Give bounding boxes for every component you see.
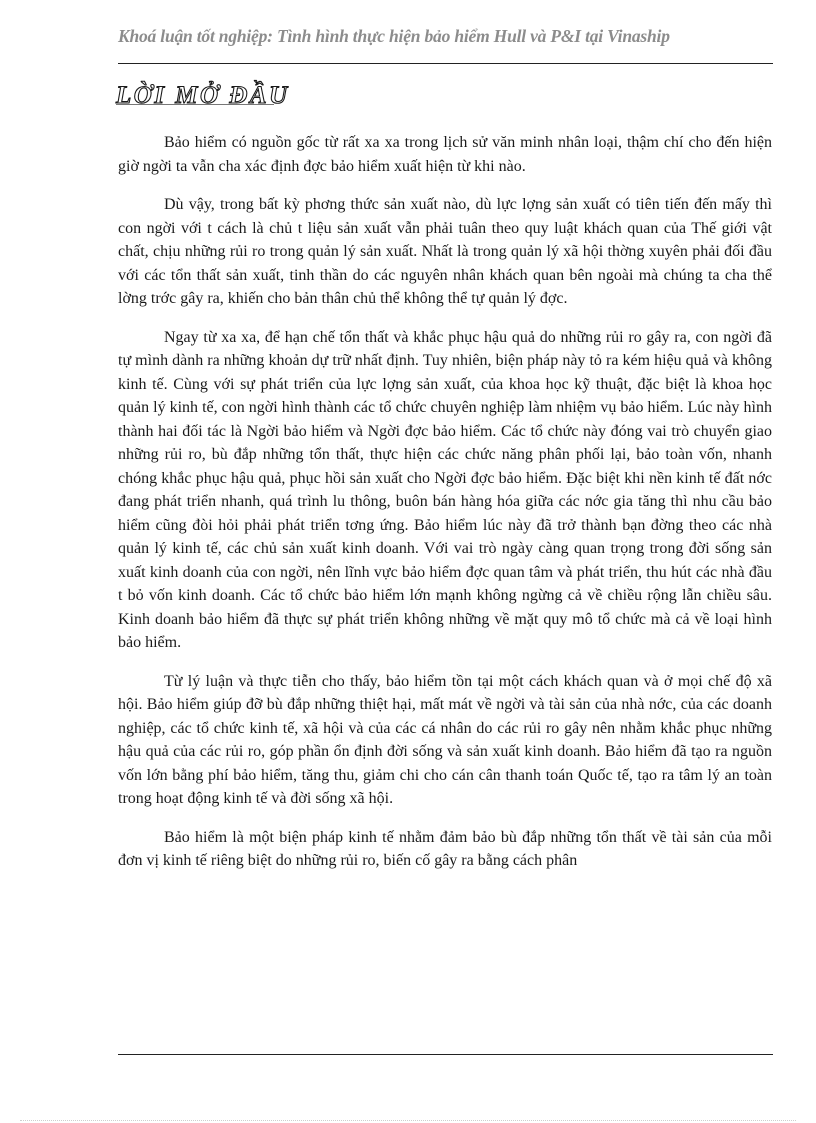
- paragraph: Bảo hiểm có nguồn gốc từ rất xa xa trong lịch sử văn minh nhân loại, thậm chí cho đến hiện giờ ngời ta vẫn cha xác định đợc bảo hiểm xuất hiện từ khi nào.: [118, 134, 772, 175]
- paragraph: Từ lý luận và thực tiễn cho thấy, bảo hiểm tồn tại một cách khách quan và ở mọi chế độ xã hội. Bảo hiểm giúp đỡ bù đắp những thiệt hại, mất mát về ngời và tài sản của nhà nớc, của các doanh nghiệp, các tổ chức kinh tế, xã hội và của các cá nhân do các rủi ro gây nên nhằm khắc phục những hậu quả của các rủi ro, góp phần ổn định đời sống và sản xuất kinh doanh. Bảo hiểm đã tạo ra nguồn vốn lớn bằng phí bảo hiểm, tăng thu, giảm chi cho cán cân thanh toán Quốc tế, tạo ra tâm lý an toàn trong hoạt động kinh tế và đời sống xã hội.: [118, 672, 772, 807]
- body-text: [118, 131, 772, 888]
- paragraph: Dù vậy, trong bất kỳ phơng thức sản xuất nào, dù lực lợng sản xuất có tiên tiến đến mấy thì con ngời với t cách là chủ t liệu sản xuất vẫn phải tuân theo quy luật khách quan của Thế giới vật chất, chịu những rủi ro trong quản lý sản xuất. Nhất là trong quản lý xã hội thờng xuyên phải đối đầu với các tổn thất sản xuất, tinh thần do các nguyên nhân khách quan bên ngoài mà chúng ta cha thể lờng trớc gây ra, khiến cho bản thân chủ thể không thể tự quản lý đợc.: [118, 196, 772, 307]
- section-title: LỜI MỞ ĐẦU: [116, 82, 290, 109]
- page-edge: [20, 1120, 796, 1121]
- section-title-underline: [116, 104, 274, 105]
- footer-divider: [118, 1054, 773, 1055]
- running-header: Khoá luận tốt nghiệp: Tình hình thực hiện bảo hiểm Hull và P&I tại Vinaship: [118, 26, 670, 46]
- header-divider: [118, 63, 773, 64]
- paragraph: Ngay từ xa xa, để hạn chế tổn thất và khắc phục hậu quả do những rủi ro gây ra, con ngời đã tự mình dành ra những khoản dự trữ nhất định. Tuy nhiên, biện pháp này tỏ ra kém hiệu quả và không kinh tế. Cùng với sự phát triển của lực lợng sản xuất, của khoa học kỹ thuật, đặc biệt là khoa học quản lý kinh tế, con ngời hình thành các tổ chức chuyên nghiệp làm nhiệm vụ bảo hiểm. Lúc này hình thành hai đối tác là Ngời bảo hiểm và Ngời đợc bảo hiểm. Các tổ chức này đóng vai trò chuyển giao những rủi ro, bù đắp những tổn thất, thực hiện các chức năng phân phối lại, bảo toàn vốn, nhanh chóng khắc phục hậu quả, phục hồi sản xuất cho Ngời đợc bảo hiểm. Đặc biệt khi nền kinh tế đất nớc đang phát triển nhanh, quá trình lu thông, buôn bán hàng hóa giữa các nớc gia tăng thì nhu cầu bảo hiểm cũng đòi hỏi phải phát triển tơng ứng. Bảo hiểm lúc này đã trở thành bạn đờng theo các nhà quản lý kinh tế, các chủ sản xuất kinh doanh. Với vai trò ngày càng quan trọng trong đời sống sản xuất kinh doanh của con ngời, nên lĩnh vực bảo hiểm đợc quan tâm và phát triển, thu hút các nhà đầu t bỏ vốn kinh doanh. Các tổ chức bảo hiểm lớn mạnh không ngừng cả về chiều rộng lẫn chiều sâu. Kinh doanh bảo hiểm đã thực sự phát triển không những về mặt quy mô tổ chức mà cả về loại hình bảo hiểm.: [118, 328, 772, 651]
- paragraph: Bảo hiểm là một biện pháp kinh tế nhằm đảm bảo bù đắp những tổn thất về tài sản của mỗi đơn vị kinh tế riêng biệt do những rủi ro, biến cố gây ra bằng cách phân: [118, 828, 772, 869]
